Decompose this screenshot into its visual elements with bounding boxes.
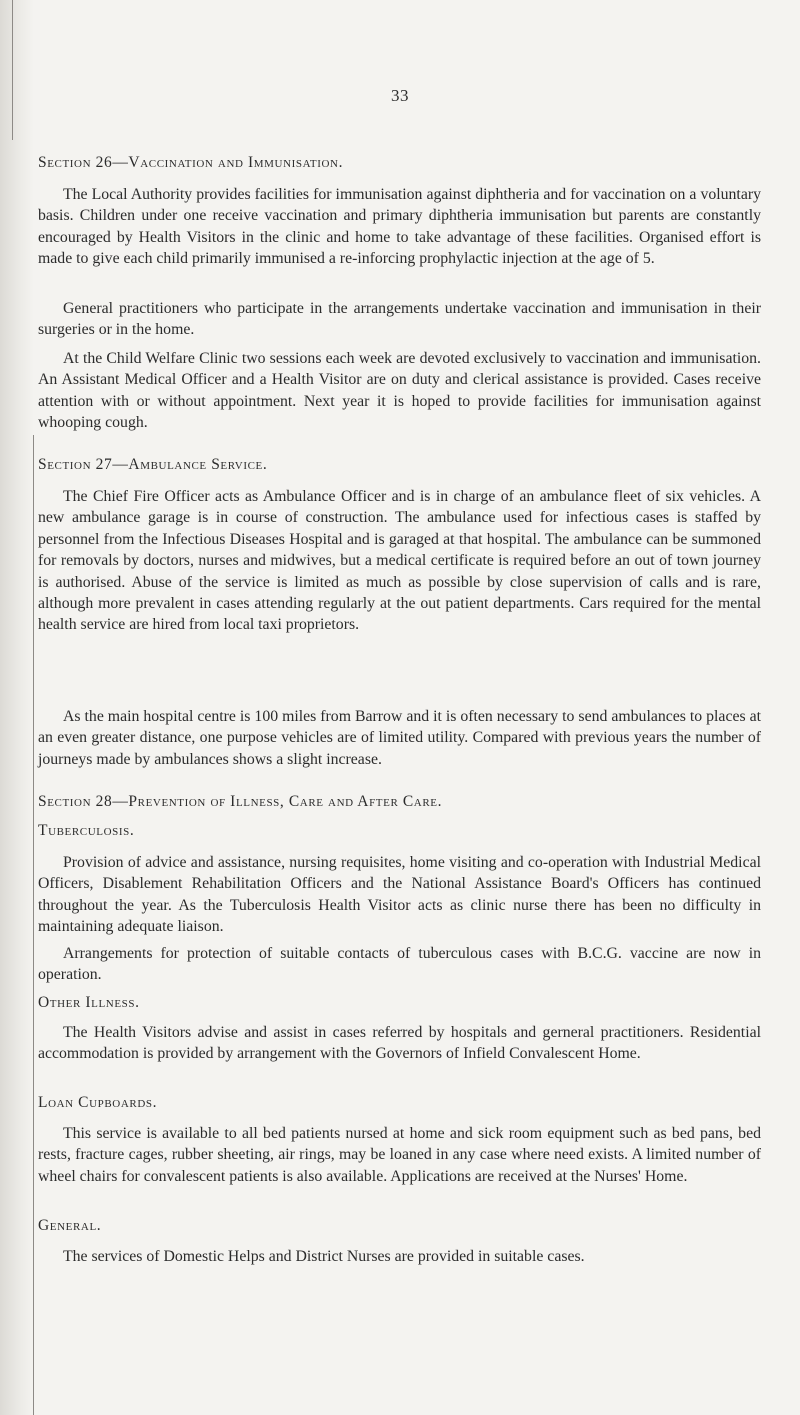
paragraph: Arrangements for protection of suitable contacts of tuberculous cases with B.C.G. vaccine are now in operation. xyxy=(38,945,761,984)
paragraph: General practitioners who participate in the arrangements undertake vaccination and immunisation in their surgeries or in the home. xyxy=(38,300,761,339)
section-28-heading: Section 28—Prevention of Illness, Care and After Care. xyxy=(38,793,443,810)
loan-cupboards-heading: Loan Cupboards. xyxy=(38,1094,158,1111)
section-26-heading: Section 26—Vaccination and Immunisation. xyxy=(38,154,344,171)
paragraph: The Health Visitors advise and assist in cases referred by hospitals and gerneral practitioners. Residential accommodation is provided by arrangement with the Governors of Infield Convalescent Home. xyxy=(38,1024,761,1063)
other-illness-heading: Other Illness. xyxy=(38,994,140,1011)
paragraph: This service is available to all bed patients nursed at home and sick room equipment such as bed pans, bed rests, fracture cages, rubber sheeting, air rings, may be loaned in any case where need exists. A limited number of wheel chairs for convalescent patients is also available. Applications are received at the Nurses' Home. xyxy=(38,1125,761,1185)
section-27-heading: Section 27—Ambulance Service. xyxy=(38,456,268,473)
paragraph: The Local Authority provides facilities for immunisation against diphtheria and for vaccination on a voluntary basis. Children under one receive vaccination and primary diphtheria immunisation but parents are constantly encouraged by Health Visitors in the clinic and home to take advantage of these facilities. Organised effort is made to give each child primarily immunised a re-inforcing prophylactic injection at the age of 5. xyxy=(38,186,761,268)
paragraph: The services of Domestic Helps and District Nurses are provided in suitable cases. xyxy=(63,1248,585,1265)
paragraph: As the main hospital centre is 100 miles from Barrow and it is often necessary to send ambulances to places at an even greater distance, one purpose vehicles are of limited utility. Compared with previous years the number of journeys made by ambulances shows a slight increase. xyxy=(38,708,761,768)
page-number: 33 xyxy=(391,86,409,105)
tuberculosis-heading: Tuberculosis. xyxy=(38,822,135,839)
paragraph: Provision of advice and assistance, nursing requisites, home visiting and co-operation with Industrial Medical Officers, Disablement Rehabilitation Officers and the National Assistance Board's Officers has continued throughout the year. As the Tuberculosis Health Visitor acts as clinic nurse there has been no difficulty in maintaining adequate liaison. xyxy=(38,854,761,936)
paragraph: At the Child Welfare Clinic two sessions each week are devoted exclusively to vaccination and immunisation. An Assistant Medical Officer and a Health Visitor are on duty and clerical assistance is provided. Cases receive attention with or without appointment. Next year it is hoped to provide facilities for immunisation against whooping cough. xyxy=(38,350,761,432)
paragraph: The Chief Fire Officer acts as Ambulance Officer and is in charge of an ambulance fleet of six vehicles. A new ambulance garage is in course of construction. The ambulance used for infectious cases is staffed by personnel from the Infectious Diseases Hospital and is garaged at that hospital. The ambulance can be summoned for removals by doctors, nurses and midwives, but a medical certificate is required before an out of town journey is authorised. Abuse of the service is limited as much as possible by close supervision of calls and is rare, although more prevalent in cases attending regularly at the out patient departments. Cars required for the mental health service are hired from local taxi proprietors. xyxy=(38,488,761,634)
general-heading: General. xyxy=(38,1217,102,1234)
